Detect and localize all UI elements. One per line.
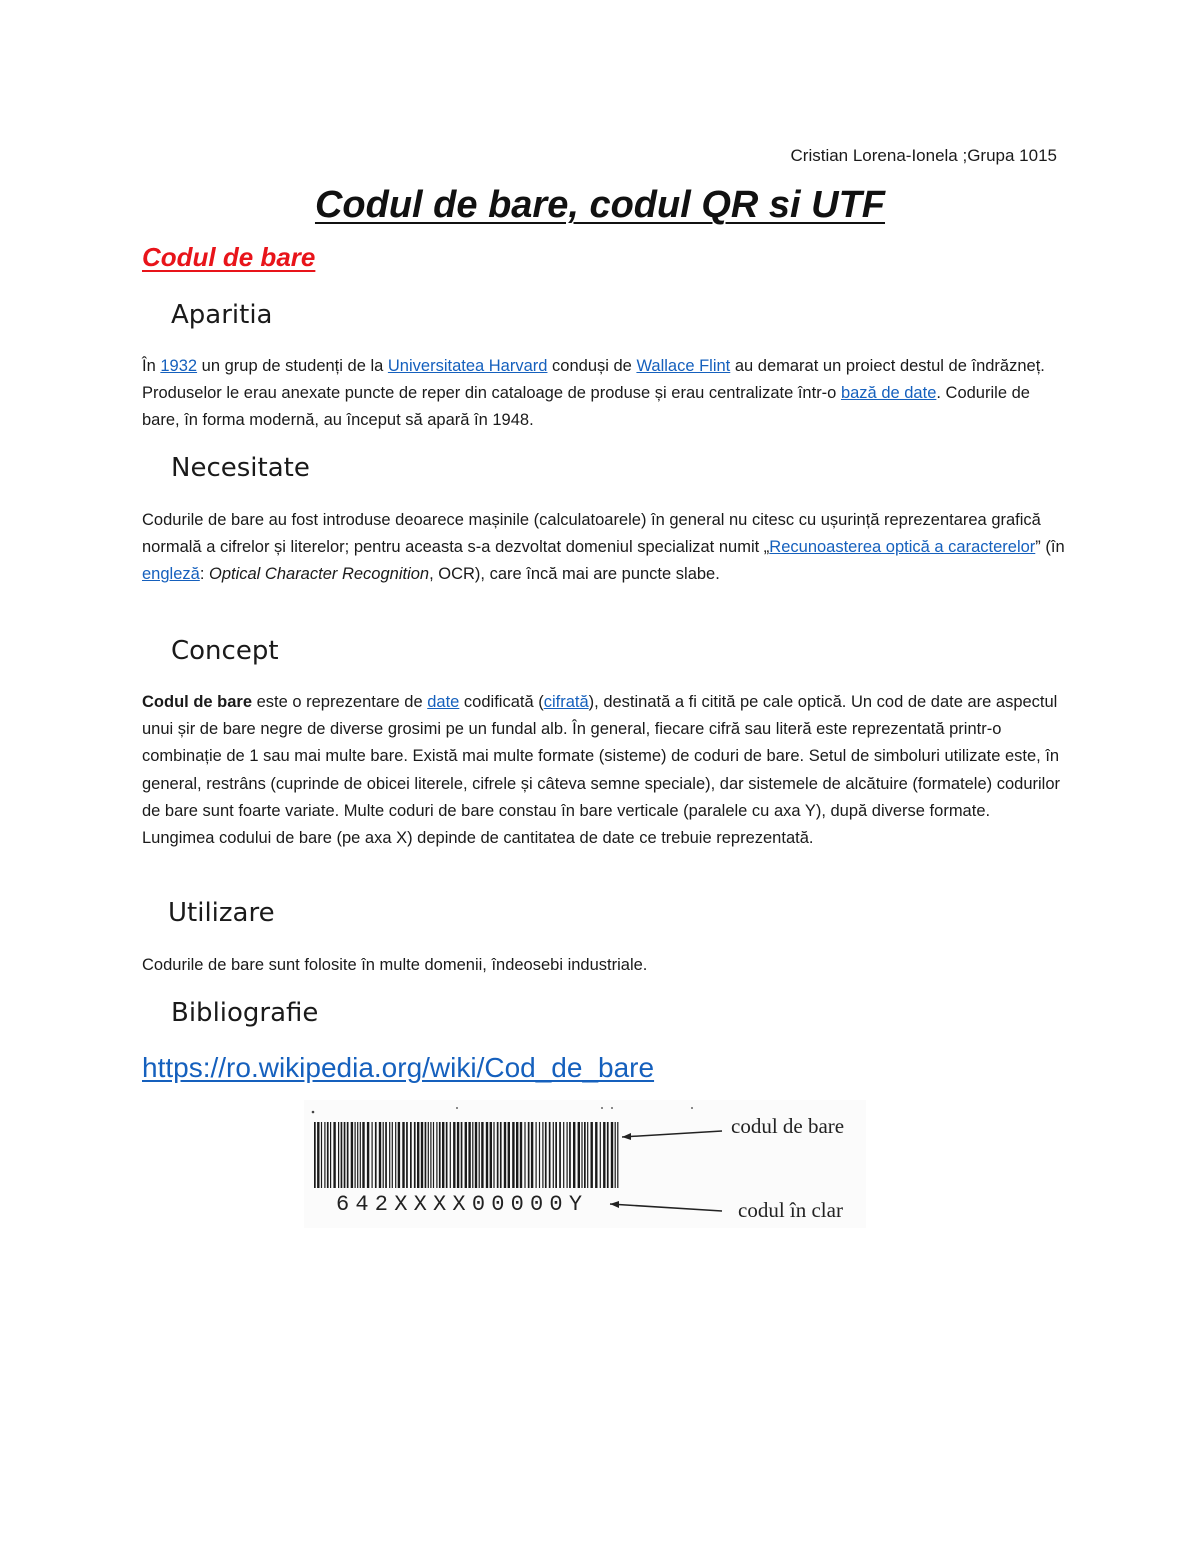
barcode-bar: [559, 1122, 561, 1188]
barcode-bar: [398, 1122, 400, 1188]
barcode-bar: [351, 1122, 353, 1188]
barcode-bar: [555, 1122, 557, 1188]
barcode-bar: [490, 1122, 492, 1188]
barcode-bar: [383, 1122, 384, 1188]
text-run: este o reprezentare de: [252, 693, 428, 711]
barcode-bar: [536, 1122, 537, 1188]
barcode-bars: [314, 1122, 618, 1188]
section-title: Codul de bare: [142, 242, 316, 272]
barcode-bar: [317, 1122, 319, 1188]
barcode-bar: [344, 1122, 346, 1188]
link-baza-de-date[interactable]: bază de date: [840, 384, 937, 403]
text-run: . Codurile de bare, în forma modernă, au început să apară în 1948.: [142, 384, 1030, 430]
barcode-bar: [324, 1122, 325, 1188]
text-run: În: [142, 357, 161, 375]
barcode-bar: [430, 1122, 431, 1188]
heading-utilizare: Utilizare: [168, 898, 275, 928]
barcode-bar: [520, 1122, 522, 1188]
link-universitatea-harvard[interactable]: Universitatea Harvard: [387, 357, 548, 375]
barcode-bar: [617, 1122, 618, 1188]
barcode-bar: [531, 1122, 533, 1188]
barcode-bar: [421, 1122, 423, 1188]
barcode-bar: [493, 1122, 494, 1188]
link-wallace-flint[interactable]: Wallace Flint: [636, 357, 731, 375]
text-run: ), destinată a fi citită pe cale optică. Un cod de date are aspectul unui șir de bare negre de diverse grosimi pe un fundal alb. În general, fiecare cifră sau literă este reprezentată printr-o combinație de 1 sau mai multe bare. Există mai multe formate (sisteme) de coduri de bare. Setul de simboluri utilizate este, în general, restrâns (cuprinde de obicei literele, cifrele și câteva semne speciale), dar sistemele de alcătuire (formatele) codurilor de bare sunt foarte variate. Multe coduri de bare constau în bare verticale (paralele cu axa Y), după diverse formate. Lungimea codului de bare (pe axa X) depinde de cantitatea de date ce trebuie reprezentată.: [142, 693, 1061, 848]
author-line: Cristian Lorena-Ionela ;Grupa 1015: [790, 146, 1057, 165]
barcode-bar: [591, 1122, 593, 1188]
barcode-bar: [497, 1122, 499, 1188]
text-run: , OCR), care încă mai are puncte slabe.: [429, 565, 720, 584]
barcode-bar: [360, 1122, 361, 1188]
barcode-human-readable: 642XXXX00000Y: [336, 1192, 589, 1217]
barcode-bar: [372, 1122, 373, 1188]
barcode-bar: [542, 1122, 543, 1188]
italic-term: Optical Character Recognition: [208, 565, 430, 584]
barcode-bar: [402, 1122, 404, 1188]
text-run: Codurile de bare au fost introduse deoarece mașinile (calculatoarele) în general nu citesc cu ușurință reprezentarea grafică normală a cifrelor și literelor; pentru aceasta s-a dezvoltat domeniul specializat numit „: [142, 511, 1041, 557]
barcode-bar: [595, 1122, 597, 1188]
barcode-bar: [475, 1122, 477, 1188]
text-run: au demarat un proiect destul de îndrăzneț. Produselor le erau anexate puncte de reper din cataloage de produse și erau centralizate într-o: [142, 357, 1045, 403]
barcode-bar: [615, 1122, 616, 1188]
barcode-bar: [314, 1122, 316, 1188]
text-run: :: [199, 565, 209, 584]
barcode-bar: [567, 1122, 568, 1188]
link-cifrata[interactable]: cifrată: [543, 693, 589, 711]
barcode-bar: [524, 1122, 525, 1188]
barcode-bar: [472, 1122, 473, 1188]
barcode-bar: [453, 1122, 455, 1188]
barcode-bar: [457, 1122, 459, 1188]
barcode-bar: [406, 1122, 408, 1188]
text-run: conduși de: [547, 357, 637, 375]
text-run: ” (în: [1035, 538, 1065, 557]
barcode-bar: [357, 1122, 358, 1188]
text-run: un grup de studenți de la: [197, 357, 388, 375]
bibliography-link[interactable]: https://ro.wikipedia.org/wiki/Cod_de_bare: [142, 1052, 655, 1083]
barcode-bar: [367, 1122, 369, 1188]
barcode-bar: [439, 1122, 441, 1188]
heading-aparitia: Aparitia: [171, 300, 273, 330]
barcode-bar: [549, 1122, 551, 1188]
barcode-bar: [327, 1122, 329, 1188]
barcode-bar: [389, 1122, 390, 1188]
label-codul-de-bare: codul de bare: [731, 1114, 845, 1138]
barcode-bar: [563, 1122, 564, 1188]
barcode-bar: [446, 1122, 448, 1188]
barcode-bar: [468, 1122, 470, 1188]
barcode-bar: [417, 1122, 419, 1188]
bold-term: Codul de bare: [142, 693, 253, 711]
barcode-bar: [479, 1122, 480, 1188]
barcode-bar: [410, 1122, 412, 1188]
barcode-bar: [516, 1122, 518, 1188]
barcode-bar: [603, 1122, 605, 1188]
barcode-bar: [504, 1122, 506, 1188]
barcode-bar: [508, 1122, 510, 1188]
barcode-bar: [465, 1122, 467, 1188]
paragraph-concept: [142, 689, 1067, 852]
barcode-bar: [528, 1122, 530, 1188]
barcode-bar: [355, 1122, 356, 1188]
barcode-bar: [379, 1122, 381, 1188]
paragraph-necesitate: [142, 507, 1067, 589]
barcode-bar: [321, 1122, 322, 1188]
barcode-bar: [414, 1122, 416, 1188]
barcode-bar: [436, 1122, 437, 1188]
barcode-bar: [347, 1122, 349, 1188]
text-run: codificată (: [459, 693, 544, 711]
link-date[interactable]: date: [427, 693, 460, 711]
barcode-bar: [545, 1122, 547, 1188]
link-engleza[interactable]: engleză: [142, 565, 200, 584]
arrow-barcode: [622, 1131, 722, 1137]
heading-bibliografie: Bibliografie: [171, 998, 319, 1028]
barcode-bar: [433, 1122, 434, 1188]
barcode-bar: [428, 1122, 429, 1188]
barcode-bar: [481, 1122, 483, 1188]
barcode-bar: [500, 1122, 502, 1188]
barcode-bar: [450, 1122, 451, 1188]
arrowhead-clear: [610, 1201, 619, 1208]
barcode-bar: [362, 1122, 364, 1188]
heading-concept: Concept: [171, 636, 279, 666]
barcode-bar: [607, 1122, 609, 1188]
document-title: Codul de bare, codul QR si UTF: [314, 184, 886, 226]
paragraph-aparitia: [142, 353, 1067, 435]
heading-necesitate: Necesitate: [171, 453, 310, 483]
barcode-bar: [553, 1122, 554, 1188]
barcode-bar: [581, 1122, 582, 1188]
barcode-bar: [385, 1122, 387, 1188]
barcode-bar: [395, 1122, 396, 1188]
barcode-bar: [573, 1122, 575, 1188]
barcode-bar: [600, 1122, 601, 1188]
arrow-clear: [610, 1204, 722, 1211]
paragraph-utilizare: Codurile de bare sunt folosite în multe domenii, îndeosebi industriale.: [142, 956, 648, 974]
barcode-bar: [392, 1122, 393, 1188]
link-1932[interactable]: 1932: [160, 357, 198, 375]
barcode-bar: [539, 1122, 540, 1188]
barcode-bar: [512, 1122, 514, 1188]
label-codul-in-clar: codul în clar: [738, 1198, 843, 1222]
link-recunoasterea-optica[interactable]: Recunoasterea optică a caracterelor: [769, 538, 1036, 557]
barcode-bar: [461, 1122, 463, 1188]
barcode-bar: [442, 1122, 444, 1188]
barcode-bar: [425, 1122, 427, 1188]
barcode-bar: [578, 1122, 580, 1188]
arrowhead-barcode: [622, 1133, 631, 1140]
barcode-bar: [611, 1122, 613, 1188]
barcode-bar: [338, 1122, 339, 1188]
barcode-bar: [569, 1122, 571, 1188]
barcode-bar: [333, 1122, 335, 1188]
barcode-bar: [486, 1122, 488, 1188]
barcode-figure: [304, 1100, 866, 1228]
barcode-bar: [330, 1122, 331, 1188]
barcode-bar: [584, 1122, 586, 1188]
barcode-bar: [587, 1122, 588, 1188]
barcode-bar: [375, 1122, 377, 1188]
barcode-bar: [341, 1122, 343, 1188]
